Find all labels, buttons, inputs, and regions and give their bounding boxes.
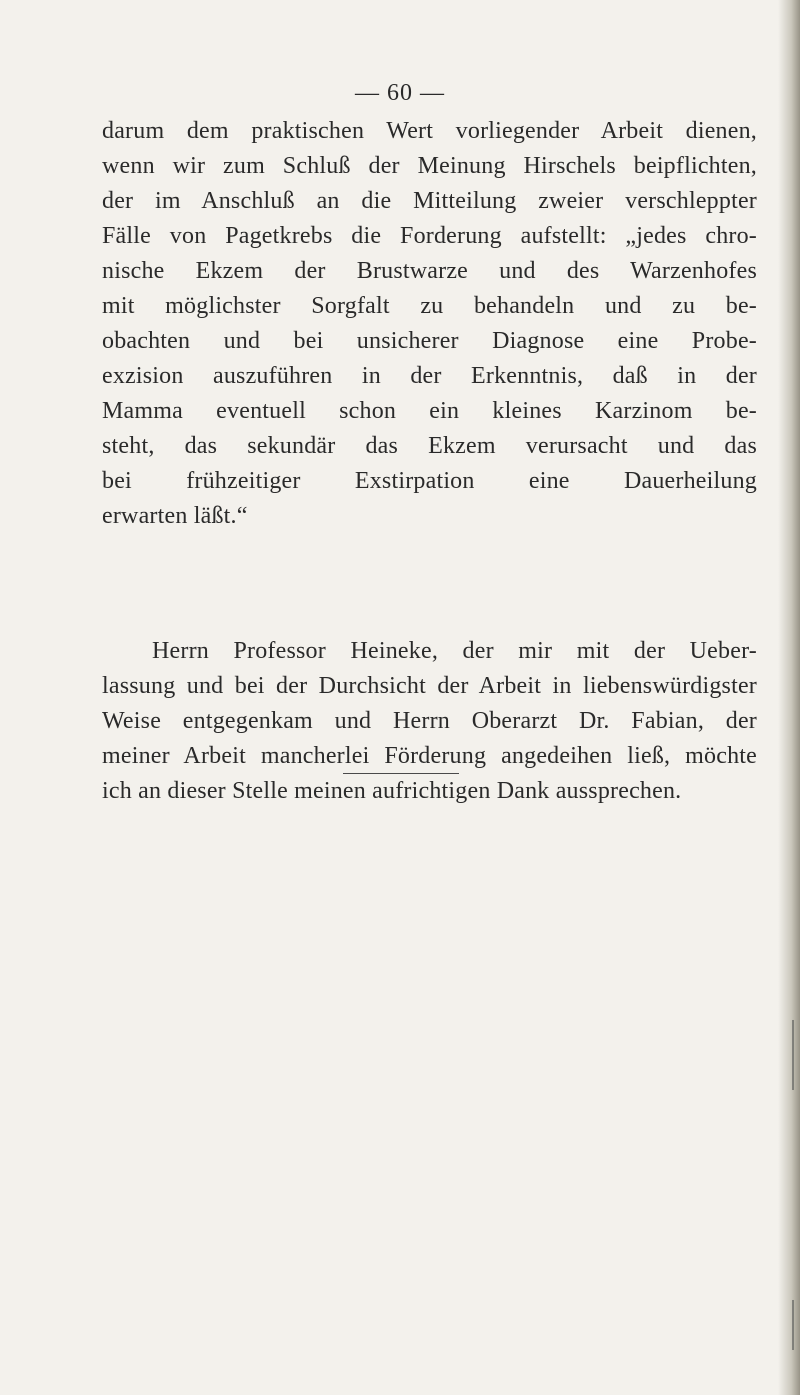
text-line: obachten und bei unsicherer Diagnose eine Probe- [102, 328, 757, 354]
closing-rule [343, 773, 459, 774]
page-edge-shadow [778, 0, 800, 1395]
text-line: Fälle von Pagetkrebs die Forderung aufstellt: „jedes chro- [102, 223, 757, 249]
text-line: erwarten läßt.“ [102, 503, 248, 529]
text-line: der im Anschluß an die Mitteilung zweier verschleppter [102, 188, 757, 214]
text-line: wenn wir zum Schluß der Meinung Hirschels beipflichten, [102, 153, 757, 179]
text-line: meiner Arbeit mancherlei Förderung angedeihen ließ, möchte [102, 743, 757, 769]
text-line: mit möglichster Sorgfalt zu behandeln und zu be- [102, 293, 757, 319]
text-line: bei frühzeitiger Exstirpation eine Dauerheilung [102, 468, 757, 494]
text-line: Weise entgegenkam und Herrn Oberarzt Dr. Fabian, der [102, 708, 757, 734]
text-line: nische Ekzem der Brustwarze und des Warzenhofes [102, 258, 757, 284]
text-line: Herrn Professor Heineke, der mir mit der Ueber- [152, 638, 757, 664]
text-line: steht, das sekundär das Ekzem verursacht und das [102, 433, 757, 459]
text-line: exzision auszuführen in der Erkenntnis, daß in der [102, 363, 757, 389]
page-number: — 60 — [355, 80, 445, 106]
text-line: Mamma eventuell schon ein kleines Karzinom be- [102, 398, 757, 424]
text-line: darum dem praktischen Wert vorliegender Arbeit dienen, [102, 118, 757, 144]
text-line: ich an dieser Stelle meinen aufrichtigen Dank aussprechen. [102, 778, 682, 804]
paragraph-acknowledgement [102, 634, 757, 809]
page-edge-mark [792, 1020, 794, 1090]
paragraph-conclusion [102, 114, 757, 534]
text-line: lassung und bei der Durchsicht der Arbeit in liebenswürdigster [102, 673, 757, 699]
page-edge-mark [792, 1300, 794, 1350]
